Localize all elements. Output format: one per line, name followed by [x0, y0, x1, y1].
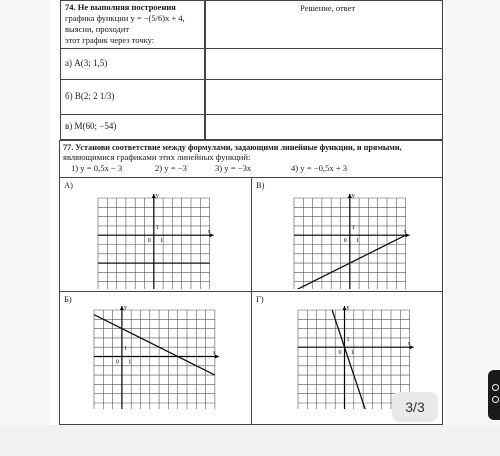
y-label: y — [123, 305, 127, 311]
y-label: y — [346, 305, 350, 311]
task-74-line2: графика функции y = −(5/6)x + 4, — [65, 13, 185, 23]
x-label: x — [207, 229, 211, 236]
answer-header: Решение, ответ — [300, 3, 356, 13]
unit-x-label: 1 — [160, 238, 164, 245]
row-a-label: а) A(3; 1,5) — [65, 58, 108, 68]
grid — [98, 193, 214, 289]
page-counter[interactable]: 3/3 — [392, 392, 438, 422]
x-label: x — [212, 350, 216, 357]
unit-y-label: 1 — [346, 336, 350, 343]
task-74-table — [60, 0, 443, 140]
row-a-answer[interactable] — [205, 48, 443, 80]
page — [50, 0, 445, 425]
row-c-cell — [60, 114, 205, 140]
formula-2: 2) y = −3 — [155, 163, 187, 173]
dot-icon — [492, 396, 499, 403]
formula-3: 3) y = −3x — [215, 163, 252, 173]
row-a-cell — [60, 48, 205, 80]
formula-4: 4) y = −0,5x + 3 — [291, 163, 348, 173]
origin-label: 0 — [338, 350, 342, 357]
task-74-line4: этот график через точку: — [65, 35, 155, 45]
y-label: y — [155, 193, 159, 199]
row-b-cell — [60, 79, 205, 115]
panel-b-graph — [92, 304, 221, 409]
x-label: x — [403, 229, 407, 236]
unit-x-label: 1 — [350, 350, 354, 357]
formula-1: 1) y = 0,5x − 3 — [71, 163, 123, 173]
origin-label: 0 — [115, 359, 119, 366]
grid — [294, 193, 410, 289]
unit-y-label: 1 — [351, 224, 355, 231]
panel-a-graph — [96, 192, 217, 289]
panel-g-label: Г) — [256, 294, 264, 304]
unit-y-label: 1 — [155, 224, 159, 231]
task-77-title: 77. Установи соответствие между формулами, задающими линейные функции, и прямыми, — [63, 143, 402, 152]
unit-y-label: 1 — [123, 346, 127, 353]
row-c-label: в) M(60; −54) — [65, 121, 117, 131]
dot-icon — [492, 384, 499, 391]
side-handle[interactable] — [488, 370, 500, 420]
panel-v-label: В) — [256, 180, 265, 190]
x-label: x — [407, 341, 411, 348]
panel-b — [59, 291, 252, 425]
panel-b-label: Б) — [64, 294, 72, 304]
task-74-question-cell — [60, 0, 205, 49]
panel-a — [59, 177, 252, 292]
grid — [94, 305, 219, 409]
row-c-answer[interactable] — [205, 114, 443, 140]
task-77-title2: являющимися графиками этих линейных функций: — [63, 152, 251, 162]
origin-label: 0 — [147, 238, 151, 245]
origin-label: 0 — [343, 238, 347, 245]
panel-v-graph — [292, 192, 413, 289]
answer-header-cell — [205, 0, 443, 49]
panel-a-label: А) — [64, 180, 73, 190]
unit-x-label: 1 — [356, 238, 360, 245]
y-label: y — [351, 193, 355, 199]
row-b-label: б) B(2; 2 1/3) — [65, 91, 115, 101]
task-74-title: 74. Не выполняя построения — [65, 2, 176, 12]
task-74-line3: выясни, проходит — [65, 24, 130, 34]
panel-v — [251, 177, 443, 292]
viewer-footer — [0, 425, 500, 456]
function-line — [332, 310, 366, 409]
unit-x-label: 1 — [128, 359, 132, 366]
row-b-answer[interactable] — [205, 79, 443, 115]
task-77 — [59, 140, 443, 425]
